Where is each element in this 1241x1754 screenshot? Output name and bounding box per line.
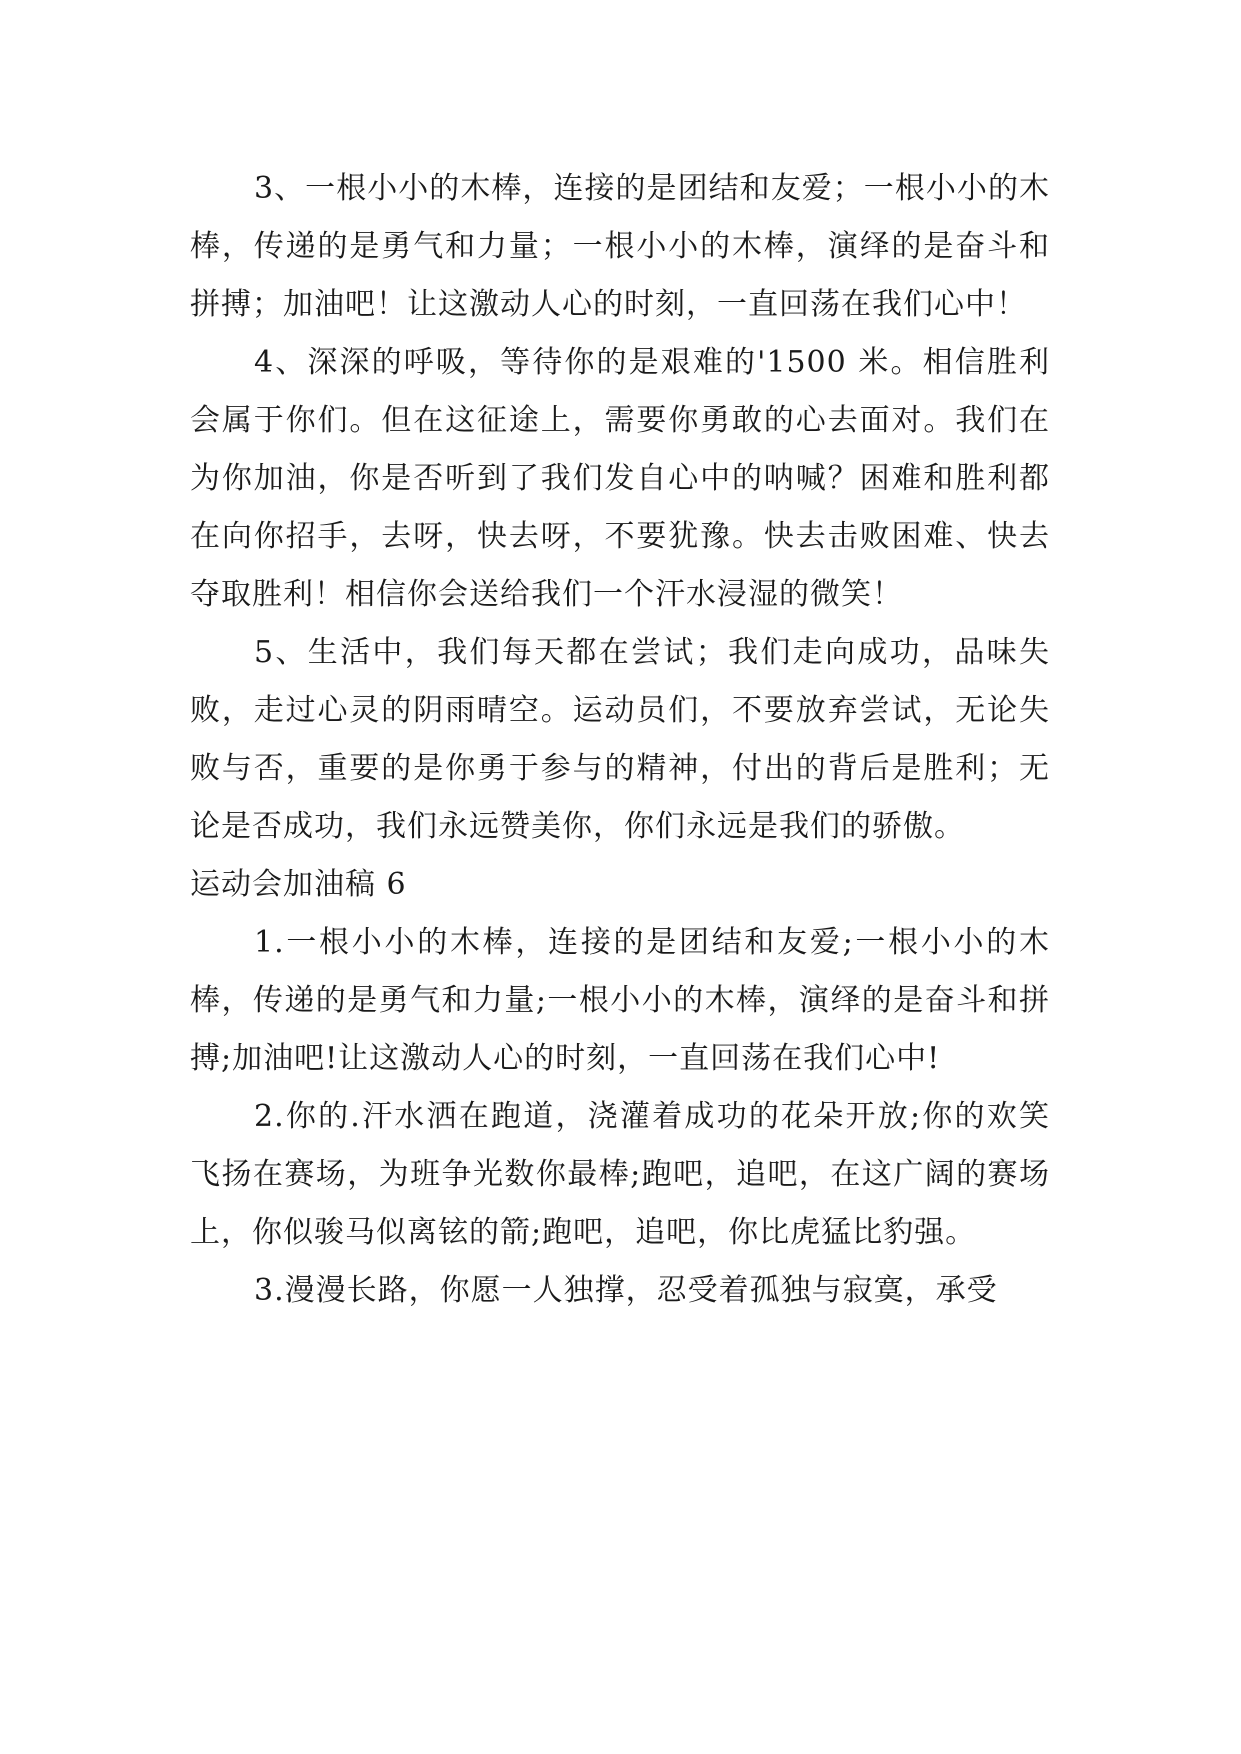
- paragraph-1: 1.一根小小的木棒，连接的是团结和友爱;一根小小的木棒，传递的是勇气和力量;一根小小的木棒，演绎的是奋斗和拼搏;加油吧!让这激动人心的时刻，一直回荡在我们心中!: [190, 925, 1050, 1076]
- paragraph-2: 2.你的.汗水洒在跑道，浇灌着成功的花朵开放;你的欢笑飞扬在赛场，为班争光数你最棒;跑吧，追吧，在这广阔的赛场上，你似骏马似离铉的箭;跑吧，追吧，你比虎猛比豹强。: [190, 1099, 1050, 1250]
- paragraph-4: 4、深深的呼吸，等待你的是艰难的'1500 米。相信胜利会属于你们。但在这征途上，需要你勇敢的心去面对。我们在为你加油，你是否听到了我们发自心中的呐喊？困难和胜利都在向你招手，去呀，快去呀，不要犹豫。快去击败困难、快去夺取胜利！相信你会送给我们一个汗水浸湿的微笑！: [190, 345, 1050, 612]
- paragraph-3-continued: 3.漫漫长路，你愿一人独撑，忍受着孤独与寂寞，承受: [254, 1273, 998, 1308]
- paragraph-5: 5、生活中，我们每天都在尝试；我们走向成功，品味失败，走过心灵的阴雨晴空。运动员们，不要放弃尝试，无论失败与否，重要的是你勇于参与的精神，付出的背后是胜利；无论是否成功，我们永远赞美你，你们永远是我们的骄傲。: [190, 635, 1050, 844]
- document-body: [190, 160, 1050, 1320]
- paragraph-3: 3、一根小小的木棒，连接的是团结和友爱；一根小小的木棒，传递的是勇气和力量；一根小小的木棒，演绎的是奋斗和拼搏；加油吧！让这激动人心的时刻，一直回荡在我们心中！: [190, 171, 1050, 322]
- section-heading: 运动会加油稿 6: [190, 867, 407, 902]
